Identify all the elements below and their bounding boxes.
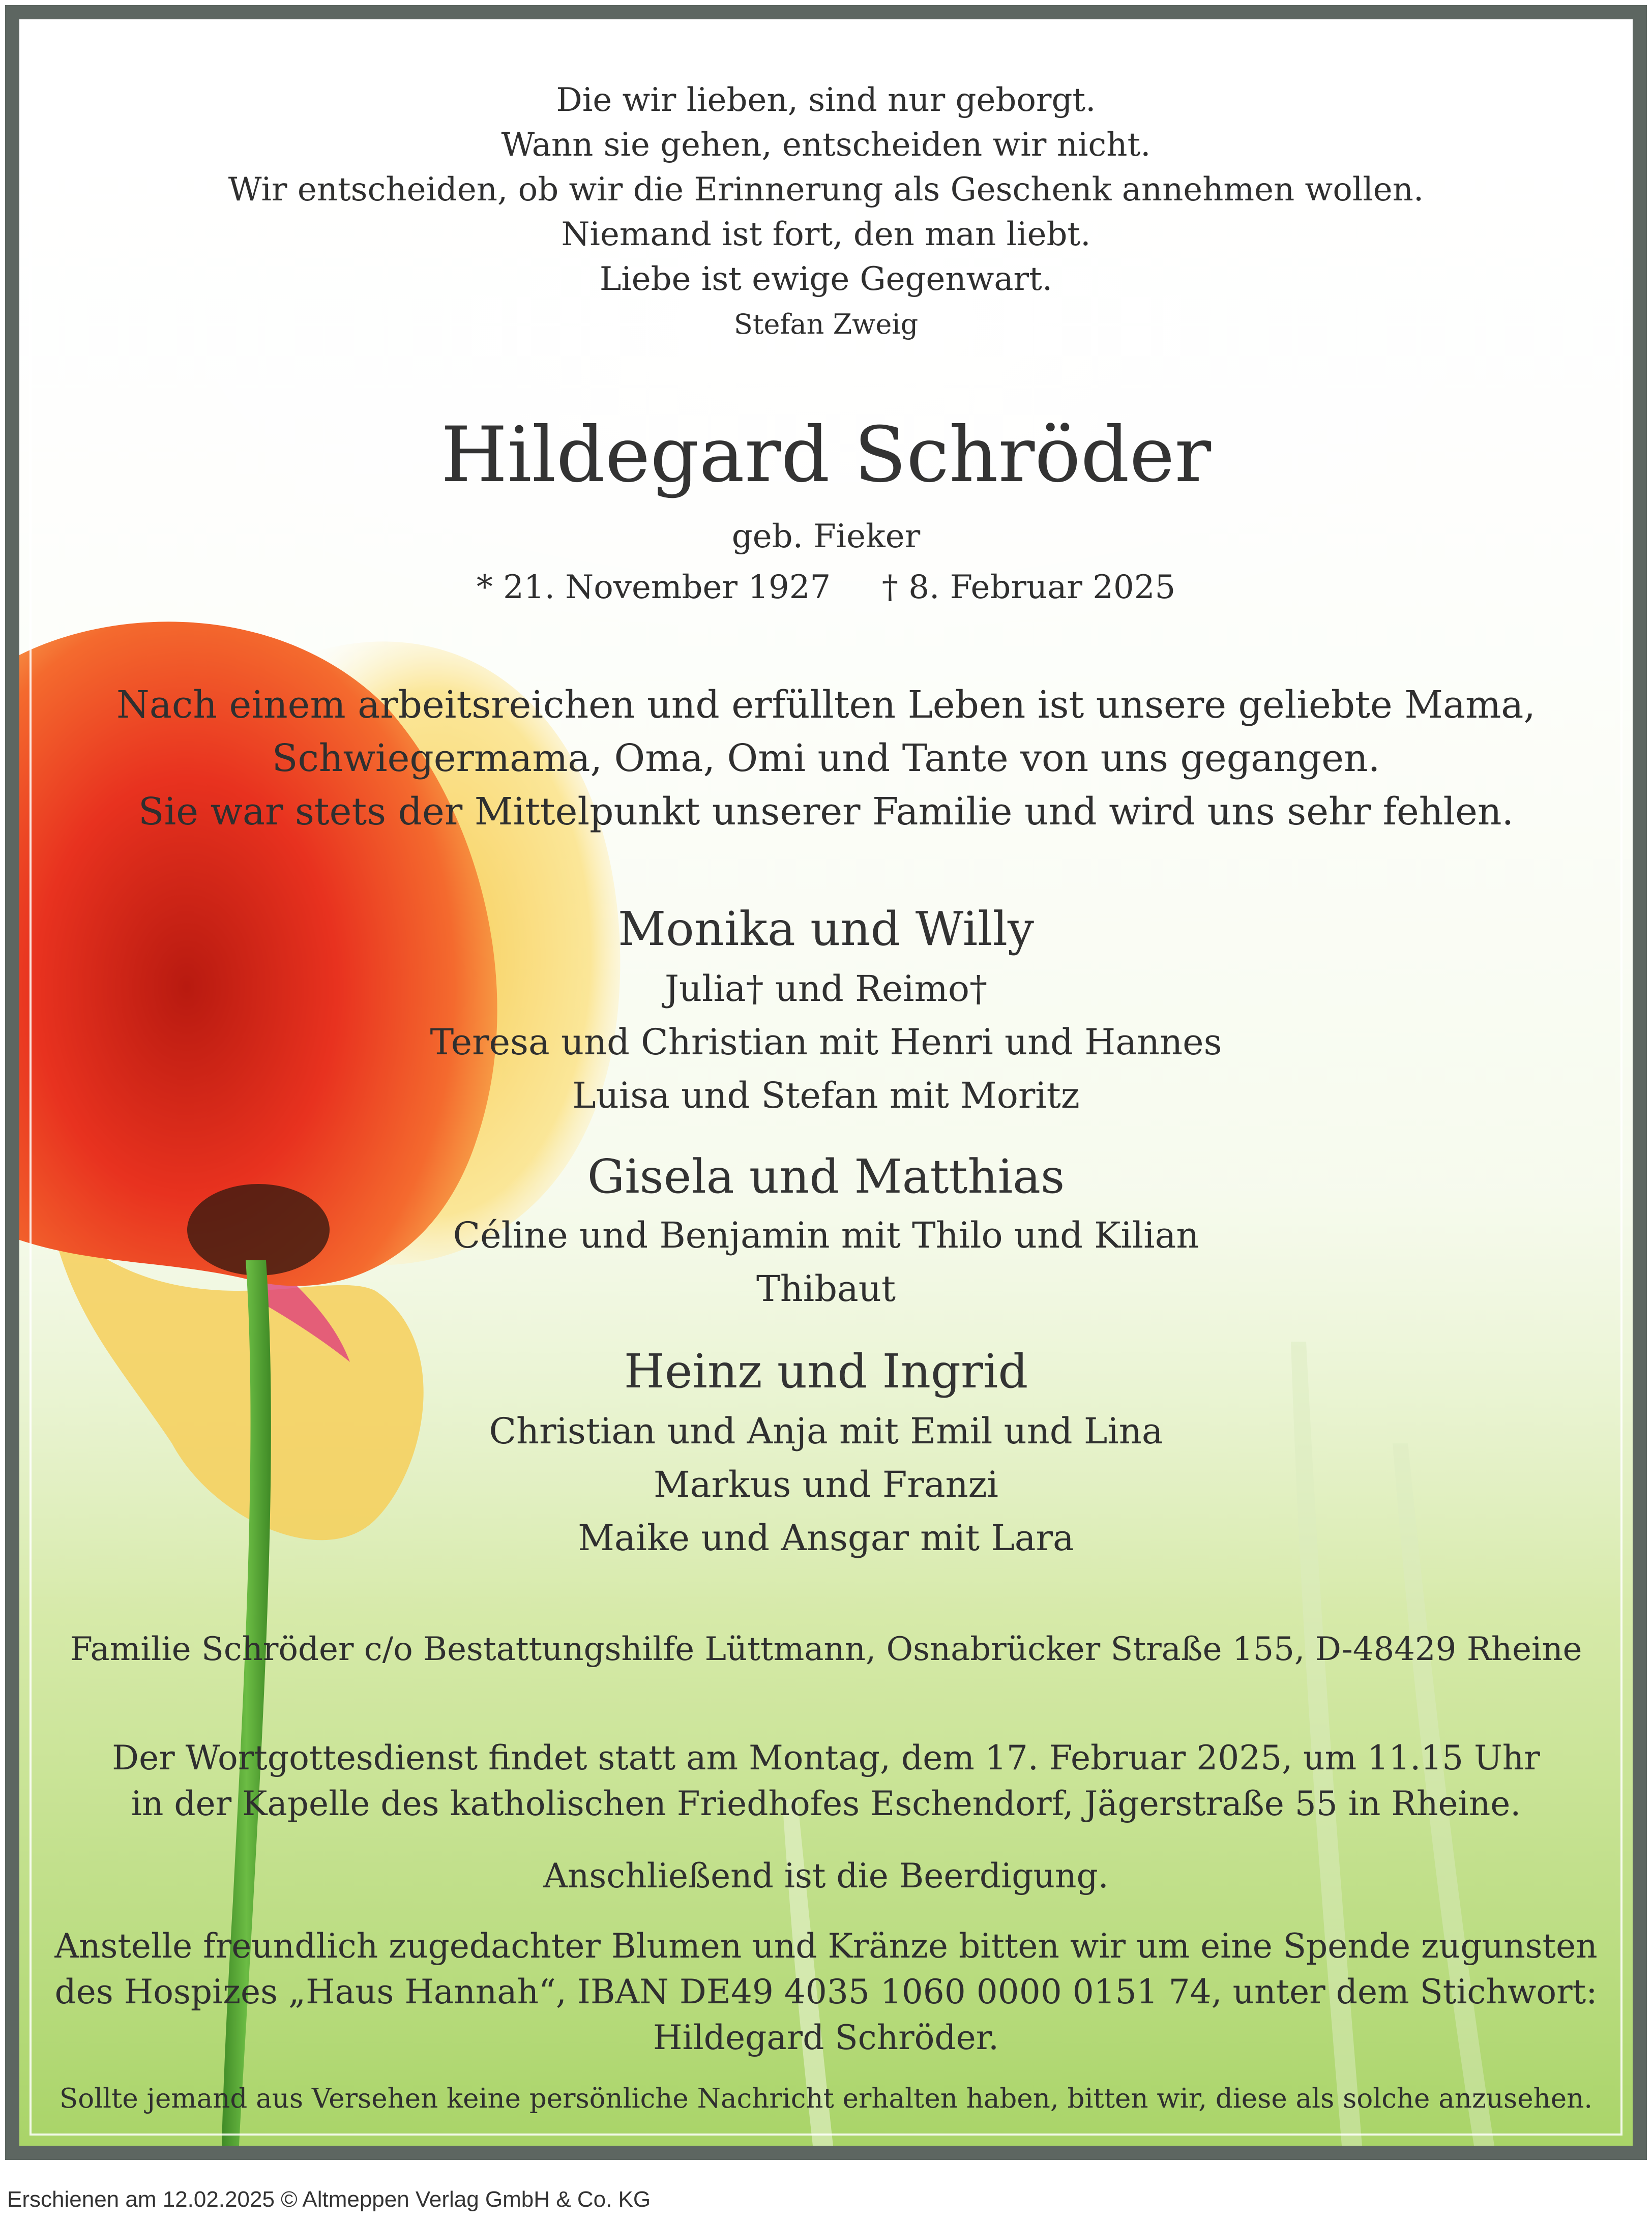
family-member: Christian und Anja mit Emil und Lina [489,1410,1163,1452]
notice-card [19,19,1633,2146]
family-head: Gisela und Matthias [587,1149,1065,1204]
publication-footer: Erschienen am 12.02.2025 © Altmeppen Verlag GmbH & Co. KG [7,2187,651,2212]
birth-name: geb. Fieker [731,518,921,555]
family-member: Julia† und Reimo† [664,968,988,1010]
poem-line: Wann sie gehen, entscheiden wir nicht. [501,126,1151,164]
family-member: Thibaut [756,1268,896,1310]
burial-note: Anschließend ist die Beerdigung. [543,1856,1109,1895]
service-line: in der Kapelle des katholischen Friedhofes Eschendorf, Jägerstraße 55 in Rheine. [131,1784,1521,1823]
poem-author: Stefan Zweig [733,308,919,340]
family-head: Monika und Willy [618,902,1034,956]
family-member: Teresa und Christian mit Henri und Hannes [430,1021,1222,1063]
intro-line: Schwiegermama, Oma, Omi und Tante von uns gegangen. [272,736,1380,780]
notice-frame [5,5,1647,2160]
family-member: Markus und Franzi [654,1464,998,1505]
intro-line: Sie war stets der Mittelpunkt unserer Familie und wird uns sehr fehlen. [138,790,1514,834]
poem-line: Die wir lieben, sind nur geborgt. [556,81,1096,119]
death-date: † 8. Februar 2025 [881,569,1176,606]
deceased-name: Hildegard Schröder [440,411,1212,499]
poem-line: Wir entscheiden, ob wir die Erinnerung als Geschenk annehmen wollen. [228,171,1424,209]
family-address: Familie Schröder c/o Bestattungshilfe Lüttmann, Osnabrücker Straße 155, D-48429 Rheine [70,1631,1582,1668]
life-dates [19,569,1633,606]
family-member: Céline und Benjamin mit Thilo und Kilian [453,1214,1199,1256]
family-member: Maike und Ansgar mit Lara [578,1517,1074,1559]
donation-line: des Hospizes „Haus Hannah“, IBAN DE49 4035 1060 0000 0151 74, unter dem Stichwort: [54,1972,1598,2011]
donation-line: Hildegard Schröder. [653,2018,999,2057]
family-member: Luisa und Stefan mit Moritz [572,1075,1080,1116]
donation-line: Anstelle freundlich zugedachter Blumen und Kränze bitten wir um eine Spende zugunsten [54,1927,1598,1966]
intro-line: Nach einem arbeitsreichen und erfüllten Leben ist unsere geliebte Mama, [116,683,1536,727]
closing-note: Sollte jemand aus Versehen keine persönliche Nachricht erhalten haben, bitten wir, diese als solche anzusehen. [59,2083,1593,2114]
poem-line: Liebe ist ewige Gegenwart. [599,260,1053,298]
poem-line: Niemand ist fort, den man liebt. [561,216,1091,253]
service-line: Der Wortgottesdienst findet statt am Montag, dem 17. Februar 2025, um 11.15 Uhr [112,1738,1540,1777]
family-head: Heinz und Ingrid [624,1344,1028,1399]
birth-date: * 21. November 1927 [476,569,831,606]
